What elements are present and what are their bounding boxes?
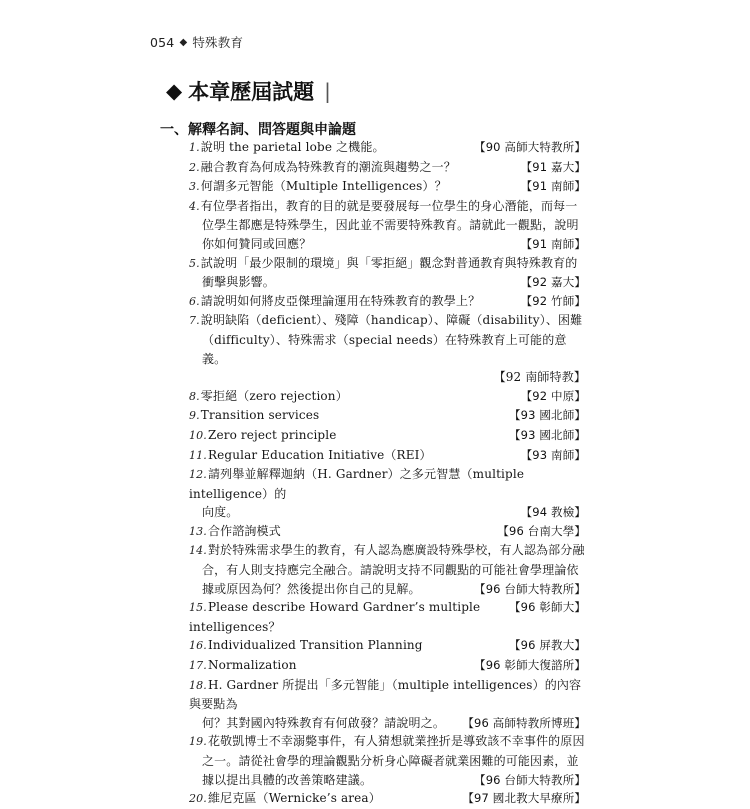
question-source: 【92 嘉大】 bbox=[520, 275, 586, 290]
question-source: 【96 台師大特教所】 bbox=[474, 581, 586, 596]
question-text: 試說明「最少限制的環境」與「零拒絕」觀念對普通教育與特殊教育的 bbox=[200, 255, 578, 270]
question-number: 9. bbox=[189, 409, 200, 423]
question-item bbox=[189, 387, 586, 407]
question-number: 6. bbox=[189, 294, 200, 308]
question-text: 之一。請從社會學的理論觀點分析身心障礙者就業困難的可能因素，並 bbox=[202, 754, 579, 768]
question-source: 【91 南師】 bbox=[520, 236, 586, 251]
question-number: 10. bbox=[189, 428, 207, 442]
question-source: 【97 國北教大早療所】 bbox=[462, 791, 586, 806]
question-text: 合，有人則支持應完全融合。請說明支持不同觀點的可能社會學理論依 bbox=[202, 563, 579, 578]
question-text: 衝擊與影響。 bbox=[202, 275, 275, 290]
question-source: 【96 台師大特教所】 bbox=[474, 772, 586, 787]
question-text: 花敬凱博士不幸溺斃事件，有人猜想就業挫折是導致該不幸事件的原因 bbox=[207, 734, 585, 749]
question-item bbox=[189, 598, 586, 636]
question-number: 3. bbox=[189, 180, 200, 194]
question-source: 【96 彰師大復諮所】 bbox=[474, 658, 586, 673]
question-source: 【92 竹師】 bbox=[520, 293, 586, 308]
question-text: 合作諮詢模式 bbox=[207, 523, 281, 538]
question-text: 向度。 bbox=[202, 505, 239, 520]
question-text: （difficulty）、特殊需求（special needs）在特殊教育上可能的意義。 bbox=[202, 332, 567, 366]
question-source: 【93 國北師】 bbox=[509, 408, 586, 423]
question-item bbox=[189, 406, 586, 426]
question-source: 【92 中原】 bbox=[520, 388, 586, 403]
book-title: 特殊教育 bbox=[192, 35, 244, 50]
question-item bbox=[189, 465, 586, 522]
question-number: 17. bbox=[189, 659, 207, 673]
question-text: 有位學者指出，教育的目的就是要發展每一位學生的身心潛能，而每一 bbox=[200, 198, 578, 213]
question-number: 15. bbox=[189, 601, 207, 615]
question-text: Regular Education Initiative（REI） bbox=[207, 447, 432, 462]
question-text: 何？其對國內特殊教育有何啟發？請說明之。 bbox=[202, 715, 446, 730]
question-source: 【91 南師】 bbox=[520, 179, 586, 194]
question-source: 【90 高師大特教所】 bbox=[474, 140, 586, 154]
question-source: 【92 南師特教】 bbox=[493, 370, 586, 385]
question-text: Transition services bbox=[200, 408, 320, 423]
question-item bbox=[189, 636, 586, 656]
question-number: 16. bbox=[189, 639, 207, 653]
question-text: Individualized Transition Planning bbox=[207, 638, 423, 653]
diamond-icon: ◆ bbox=[179, 36, 188, 48]
question-number: 8. bbox=[189, 389, 200, 403]
question-item bbox=[189, 138, 586, 158]
question-number: 11. bbox=[189, 448, 207, 462]
question-text: Normalization bbox=[207, 658, 297, 673]
question-source: 【96 高師特教所博班】 bbox=[462, 715, 586, 730]
question-source: 【91 嘉大】 bbox=[520, 159, 586, 174]
diamond-icon: ◆ bbox=[166, 79, 183, 103]
question-text: 據或原因為何？然後提出你自己的見解。 bbox=[202, 581, 421, 596]
question-number: 13. bbox=[189, 524, 207, 538]
question-item bbox=[189, 522, 586, 542]
question-text: 融合教育為何成為特殊教育的潮流與趨勢之一？ bbox=[200, 159, 456, 174]
question-text: H. Gardner 所提出「多元智能」（multiple intelligences）的內容與要點為 bbox=[189, 677, 582, 712]
question-number: 4. bbox=[189, 199, 200, 213]
running-head bbox=[150, 33, 243, 51]
question-number: 5. bbox=[189, 256, 200, 270]
question-text: 說明 the parietal lobe 之機能。 bbox=[200, 140, 385, 154]
question-text: 請說明如何將皮亞傑理論運用在特殊教育的教學上？ bbox=[200, 293, 481, 308]
section-title bbox=[166, 76, 331, 106]
question-item bbox=[189, 197, 586, 254]
question-item bbox=[189, 292, 586, 312]
question-number: 1. bbox=[189, 141, 200, 154]
question-text: 零拒絕（zero rejection） bbox=[200, 388, 348, 403]
question-number: 2. bbox=[189, 160, 200, 174]
question-item bbox=[189, 446, 586, 466]
question-text: Zero reject principle bbox=[207, 427, 337, 442]
question-number: 19. bbox=[189, 735, 207, 749]
subsection-title: 一、解釋名詞、問答題與申論題 bbox=[160, 122, 356, 138]
question-text: 你如何贊同或回應？ bbox=[202, 236, 312, 251]
question-text: Please describe Howard Gardner’s multiple intelligences？ bbox=[189, 600, 481, 634]
title-bar-divider: | bbox=[324, 79, 331, 103]
question-text: 對於特殊需求學生的教育，有人認為應廣設特殊學校，有人認為部分融 bbox=[207, 543, 585, 558]
question-item bbox=[189, 732, 586, 789]
question-number: 12. bbox=[189, 468, 207, 482]
question-text: 請列舉並解釋迦納（H. Gardner）之多元智慧（multiple intelligence）的 bbox=[189, 467, 525, 501]
question-source: 【96 屏教大】 bbox=[509, 638, 586, 653]
question-number: 18. bbox=[189, 678, 207, 692]
question-list bbox=[189, 138, 586, 809]
question-source: 【93 南師】 bbox=[520, 447, 586, 462]
question-text: 據以提出具體的改善策略建議。 bbox=[202, 772, 373, 787]
question-item bbox=[189, 158, 586, 178]
section-title-text: 本章歷屆試題 bbox=[188, 80, 315, 104]
question-source: 【94 教檢】 bbox=[520, 505, 586, 520]
question-source: 【93 國北師】 bbox=[509, 427, 586, 442]
question-item bbox=[189, 177, 586, 197]
question-item bbox=[189, 254, 586, 292]
question-text: 何謂多元智能（Multiple Intelligences）？ bbox=[200, 179, 447, 194]
page-number: 054 bbox=[150, 34, 175, 50]
question-item bbox=[189, 541, 586, 598]
question-source: 【96 彰師大】 bbox=[509, 600, 586, 615]
question-item bbox=[189, 656, 586, 676]
question-item bbox=[189, 789, 586, 809]
question-number: 20. bbox=[189, 792, 207, 806]
question-text: 維尼克區（Wernicke’s area） bbox=[207, 791, 381, 806]
question-item bbox=[189, 311, 586, 386]
question-text: 說明缺陷（deficient）、殘障（handicap）、障礙（disability）、困難 bbox=[200, 313, 583, 328]
question-number: 14. bbox=[189, 544, 207, 558]
question-source: 【96 台南大學】 bbox=[497, 523, 586, 538]
question-text: 位學生都應是特殊學生，因此並不需要特殊教育。請就此一觀點，說明 bbox=[202, 218, 579, 233]
question-item bbox=[189, 426, 586, 446]
question-item bbox=[189, 676, 586, 733]
question-number: 7. bbox=[189, 314, 200, 328]
